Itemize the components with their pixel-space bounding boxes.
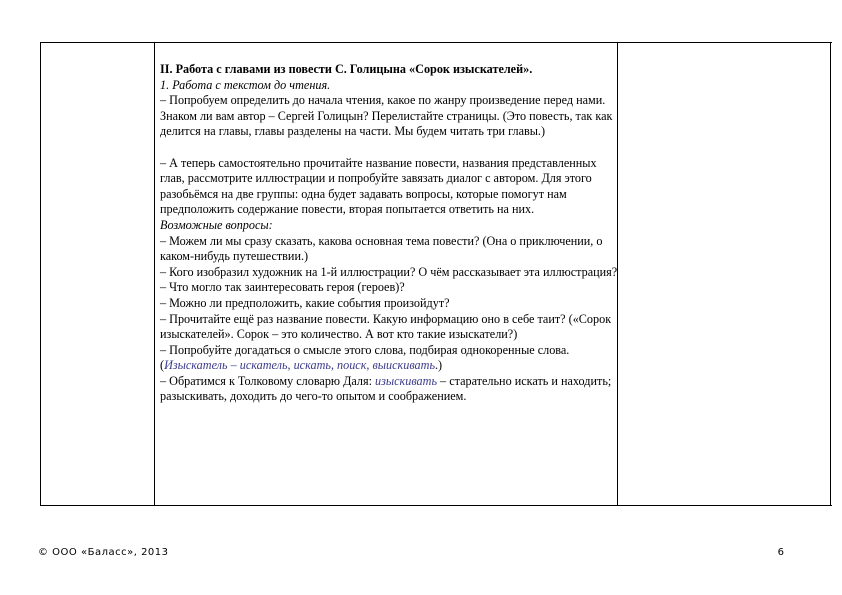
question-item: – Кого изобразил художник на 1-й иллюстрации? О чём рассказывает эта иллюстрация? xyxy=(160,264,618,279)
footer-copyright: © ООО «Баласс», 2013 xyxy=(38,547,169,558)
highlighted-words: Изыскатель – искатель, искать, поиск, выискивать xyxy=(164,358,435,373)
subsection-heading: 1. Работа с текстом до чтения. xyxy=(160,77,331,92)
paragraph-genre: – Попробуем определить до начала чтения, какое по жанру произведение перед нами. Знаком ли вам автор – Сергей Голицын? Перелистайте страницы. (Это повесть, так как делится на главы, главы разделены на части. Мы будем читать три главы.) xyxy=(160,93,613,139)
question-item xyxy=(160,374,622,405)
question-text: .) xyxy=(435,358,443,373)
question-item: – Можно ли предположить, какие события произойдут? xyxy=(160,295,450,310)
lesson-table xyxy=(40,42,832,506)
question-item: – Прочитайте ещё раз название повести. Какую информацию оно в себе таит? («Сорок изыскателей». Сорок – это количество. А вот кто такие изыскатели?) xyxy=(160,311,612,342)
table-column-divider-1 xyxy=(154,43,155,505)
question-item: – Что могло так заинтересовать героя (героев)? xyxy=(160,280,405,295)
question-item: – Можем ли мы сразу сказать, какова основная тема повести? (Она о приключении, о каком-нибудь путешествии.) xyxy=(160,233,603,264)
highlighted-word: изыскивать xyxy=(375,373,437,388)
question-item xyxy=(160,343,622,374)
question-text: – Попробуйте догадаться о смысле этого слова, подбирая однокоренные слова. ( xyxy=(160,342,570,373)
table-border-left xyxy=(40,43,41,505)
section-heading: II. Работа с главами из повести С. Голицына «Сорок изыскателей». xyxy=(160,62,533,76)
question-text: – старательно искать и находить; разыскивать, доходить до чего-то опытом и соображением. xyxy=(160,373,612,404)
possible-questions-label: Возможные вопросы: xyxy=(160,217,273,232)
question-text: – Обратимся к Толковому словарю Даля: xyxy=(160,373,376,388)
paragraph-dialogue: – А теперь самостоятельно прочитайте название повести, названия представленных глав, рассмотрите иллюстрации и попробуйте завязать диалог с автором. Для этого разобьёмся на две группы: одна будет задавать вопросы, которые помогут нам предположить содержание повести, вторая попытается ответить на них. xyxy=(160,155,597,217)
paragraph-gap xyxy=(160,140,622,156)
table-border-right xyxy=(830,43,831,505)
lesson-content-cell xyxy=(160,62,622,405)
page-number: 6 xyxy=(777,547,784,558)
